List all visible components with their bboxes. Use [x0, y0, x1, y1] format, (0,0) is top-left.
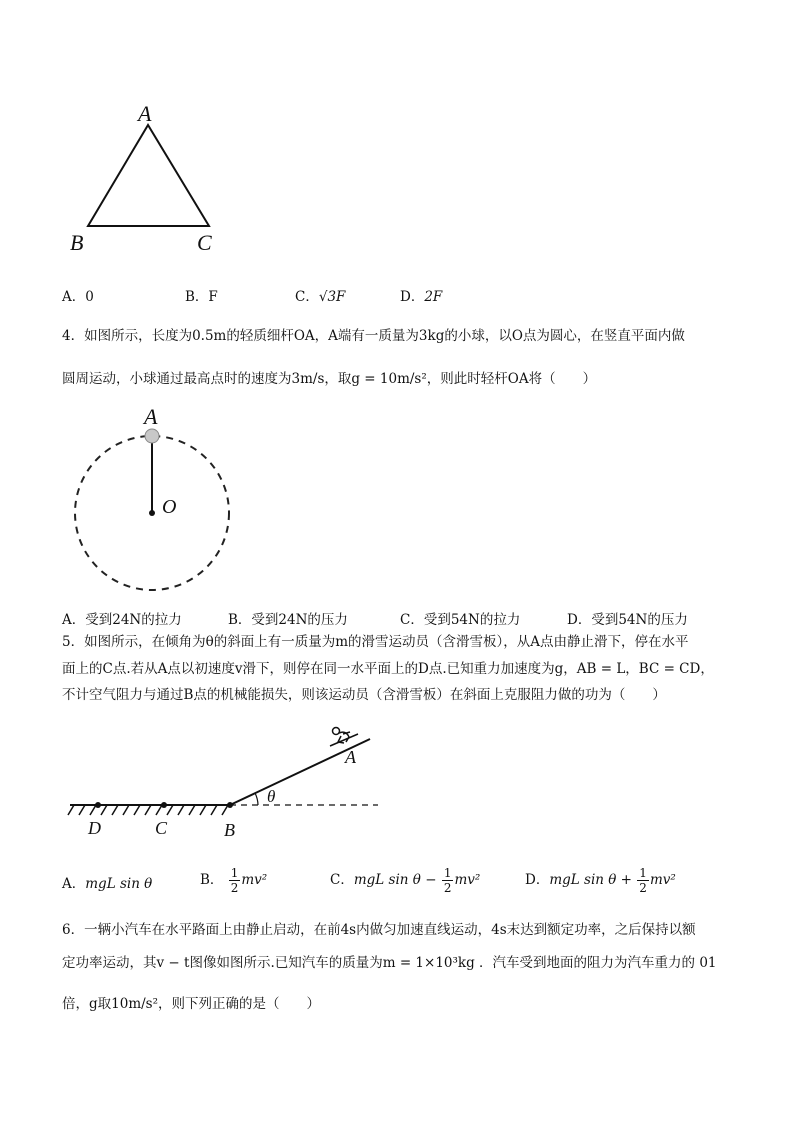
q4-option-a[interactable]: A．受到24N的拉力: [62, 612, 182, 628]
circle-figure: [60, 400, 250, 600]
triangle-label-b: B: [70, 230, 84, 255]
q4-stem-line-2: 圆周运动，小球通过最高点时的速度为3m/s，取g = 10m/s²，则此时轻杆OA将（ ）: [62, 371, 597, 387]
ground-hatching: [68, 805, 228, 815]
triangle-figure: [60, 95, 240, 265]
fraction-half: $\frac{1}{2}$: [639, 866, 647, 895]
q4-option-b[interactable]: B．受到24N的压力: [228, 612, 348, 628]
q5-option-a[interactable]: A．mgL sin θ: [62, 876, 153, 892]
point-d: [95, 802, 101, 808]
q5-stem-line-3: 不计空气阻力与通过B点的机械能损失，则该运动员（含滑雪板）在斜面上克服阻力做的功为（ ）: [62, 687, 666, 703]
slope-figure: [60, 718, 390, 843]
skier-icon: [330, 728, 358, 747]
angle-arc: [255, 793, 258, 805]
triangle-label-c: C: [197, 230, 212, 255]
center-point-o: [149, 510, 155, 516]
q3-option-c[interactable]: C．√3F: [295, 289, 346, 305]
q6-stem-line-2: 定功率运动，其v − t图像如图所示.已知汽车的质量为m = 1×10³kg ．汽车受到地面的阻力为汽车重力的 01: [62, 955, 717, 971]
point-b: [227, 802, 233, 808]
circle-label-o: O: [162, 496, 177, 518]
q5-stem-line-1: 5．如图所示，在倾角为θ的斜面上有一质量为m的滑雪运动员（含滑雪板），从A点由静止滑下，停在水平: [62, 634, 689, 650]
q5-option-d[interactable]: D．mgL sin θ + $\frac{1}{2}$ mv²: [525, 866, 676, 895]
q3-option-d[interactable]: D．2F: [400, 289, 443, 305]
triangle-abc: [88, 125, 209, 226]
circle-label-a: A: [144, 404, 158, 429]
q3-option-b[interactable]: B．F: [185, 289, 218, 305]
ball-a: [145, 429, 159, 443]
triangle-label-a: A: [138, 101, 152, 126]
q4-option-d[interactable]: D．受到54N的压力: [567, 612, 688, 628]
fraction-half: $\frac{1}{2}$: [230, 866, 239, 895]
q5-option-b[interactable]: B． $\frac{1}{2}$ mv²: [200, 866, 268, 895]
q4-option-c[interactable]: C．受到54N的拉力: [400, 612, 521, 628]
q5-stem-line-2: 面上的C点.若从A点以初速度v滑下，则停在同一水平面上的D点.已知重力加速度为g，AB = L，BC = CD，: [62, 661, 714, 677]
slope-label-a: A: [345, 747, 356, 767]
q6-stem-line-1: 6．一辆小汽车在水平路面上由静止启动，在前4s内做匀加速直线运动，4s末达到额定功率，之后保持以额: [62, 922, 696, 938]
q5-option-c[interactable]: C．mgL sin θ − $\frac{1}{2}$ mv²: [330, 866, 481, 895]
slope-label-b: B: [224, 820, 235, 840]
slope-label-c: C: [155, 818, 168, 838]
fraction-half: $\frac{1}{2}$: [443, 866, 452, 895]
slope-label-theta: θ: [267, 787, 276, 806]
q6-stem-line-3: 倍，g取10m/s²，则下列正确的是（ ）: [62, 996, 321, 1012]
q4-stem-line-1: 4．如图所示，长度为0.5m的轻质细杆OA，A端有一质量为3kg的小球，以O点为圆心，在竖直平面内做: [62, 328, 685, 344]
slope-label-d: D: [88, 818, 101, 838]
q3-option-a[interactable]: A．0: [62, 289, 94, 305]
point-c: [161, 802, 167, 808]
